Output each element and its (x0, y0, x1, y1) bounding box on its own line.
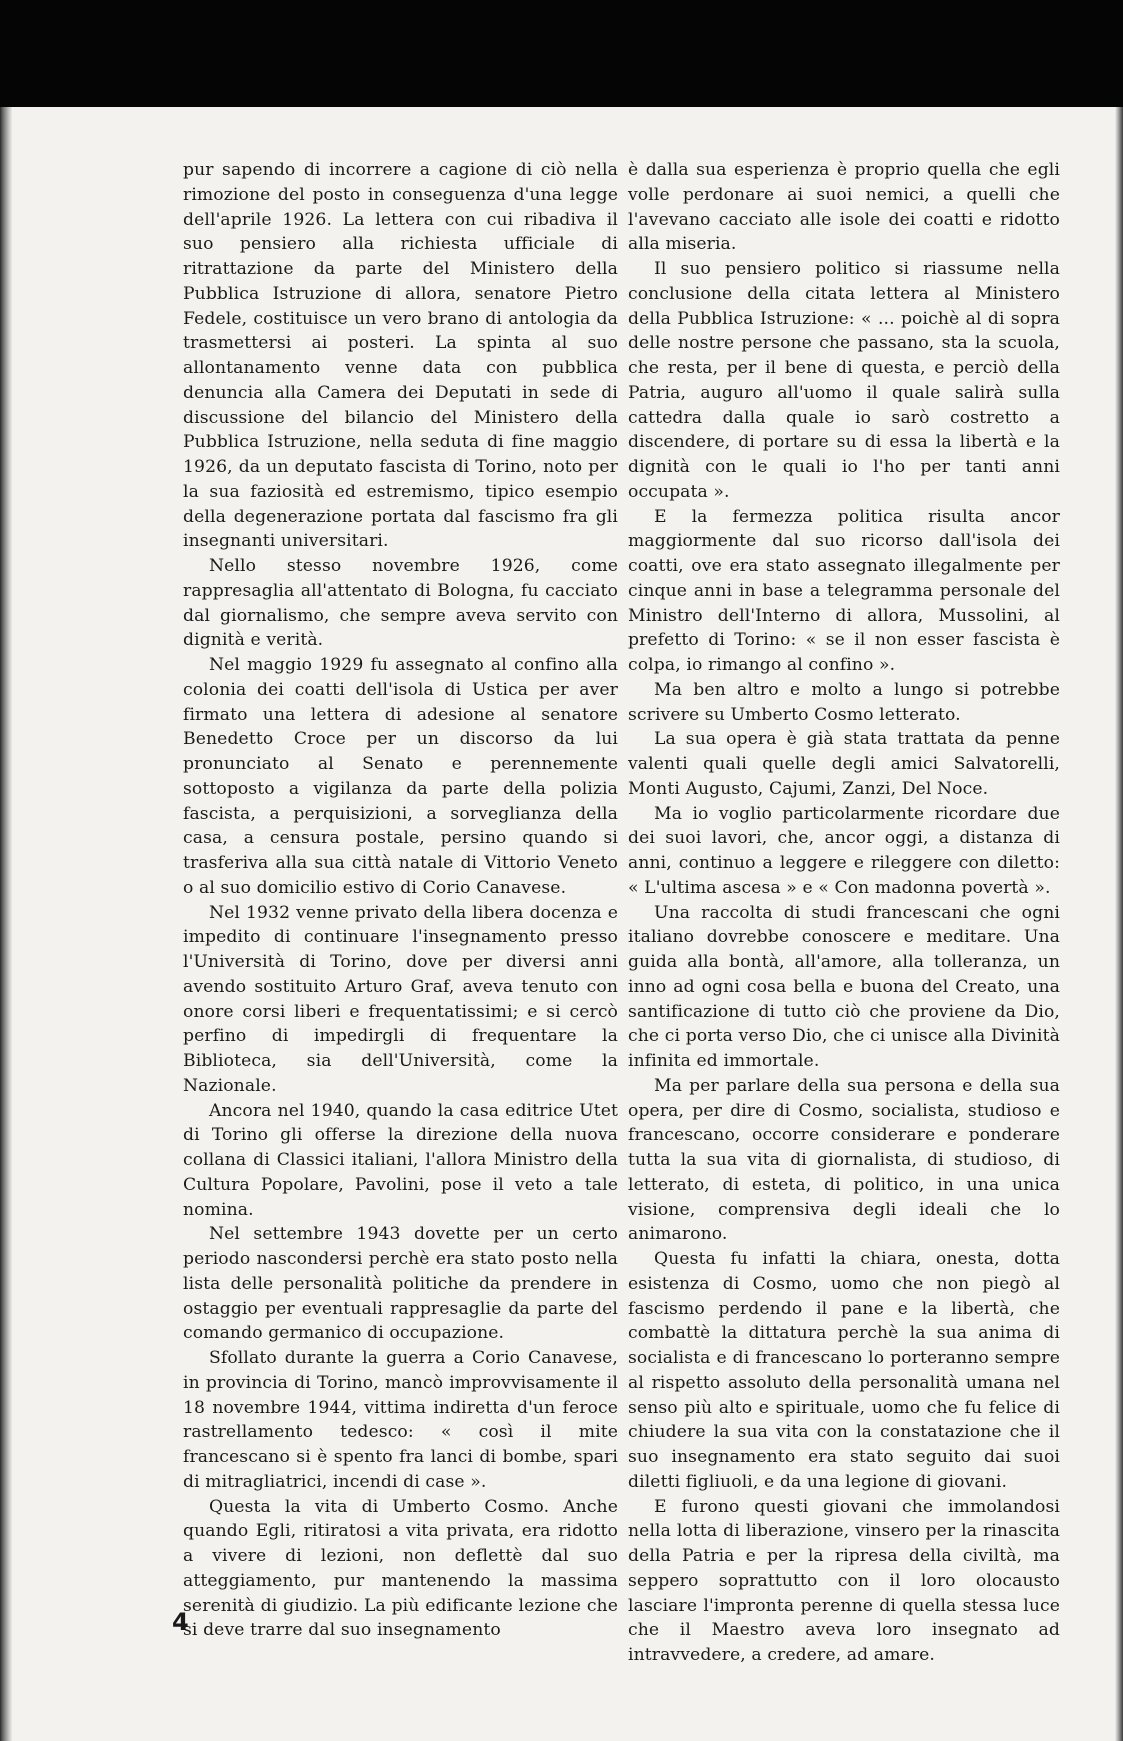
scan-left-edge (0, 107, 12, 1741)
paragraph: Sfollato durante la guerra a Corio Canavese, in provincia di Torino, mancò improvvisamente il 18 novembre 1944, vittima indiretta d'un feroce rastrellamento tedesco: « così il mite francescano si è spento fra lanci di bombe, spari di mitragliatrici, incendi di case ». (183, 1348, 618, 1492)
paragraph: Nel settembre 1943 dovette per un certo periodo nascondersi perchè era stato posto nella lista delle personalità politiche da prendere in ostaggio per eventuali rappresaglie da parte del comando germanico di occupazione. (183, 1224, 618, 1344)
right-text-column (628, 158, 1060, 1668)
paragraph: Ma per parlare della sua persona e della sua opera, per dire di Cosmo, socialista, studioso e francescano, occorre considerare e ponderare tutta la sua vita di giornalista, di studioso, di letterato, di esteta, di politico, in una unica visione, comprensiva degli ideali che lo animarono. (628, 1075, 1060, 1245)
paragraph: E la fermezza politica risulta ancor maggiormente dal suo ricorso dall'isola dei coatti, ove era stato assegnato illegalmente per cinque anni in base a telegramma personale del Ministro dell'Interno di allora, Mussolini, al prefetto di Torino: « se il non esser fascista è colpa, io rimango al confino ». (628, 506, 1060, 675)
paragraph: Ma ben altro e molto a lungo si potrebbe scrivere su Umberto Cosmo letterato. (628, 679, 1060, 725)
paragraph: La sua opera è già stata trattata da penne valenti quali quelle degli amici Salvatorelli, Monti Augusto, Cajumi, Zanzi, Del Noce. (628, 729, 1060, 799)
left-text-column (183, 158, 618, 1643)
paragraph: Una raccolta di studi francescani che ogni italiano dovrebbe conoscere e meditare. Una guida alla bontà, all'amore, alla tolleranza, un inno ad ogni cosa bella e buona del Creato, una santificazione di tutto ciò che proviene da Dio, che ci porta verso Dio, che ci unisce alla Divinità infinita ed immortale. (628, 902, 1060, 1071)
paragraph: Il suo pensiero politico si riassume nella conclusione della citata lettera al Ministero della Pubblica Istruzione: « ... poichè al di sopra delle nostre persone che passano, sta la scuola, che resta, per il bene di questa, e perciò della Patria, auguro all'uomo il quale salirà sulla cattedra dalla quale io sarò costretto a discendere, di portare su di essa la libertà e la dignità con le quali io l'ho per tanti anni occupata ». (628, 259, 1060, 502)
paragraph: Nel 1932 venne privato della libera docenza e impedito di continuare l'insegnamento presso l'Università di Torino, dove per diversi anni avendo sostituito Arturo Graf, aveva tenuto con onore corsi liberi e frequentatissimi; e si cercò perfino di impedirgli di frequentare la Biblioteca, sia dell'Università, come la Nazionale. (183, 902, 618, 1096)
paragraph: E furono questi giovani che immolandosi nella lotta di liberazione, vinsero per la rinascita della Patria e per la ripresa della civiltà, ma seppero soprattutto con il loro olocausto lasciare l'impronta perenne di quella stessa luce che il Maestro aveva loro insegnato ad intravvedere, a credere, ad amare. (628, 1496, 1060, 1665)
paragraph: Ancora nel 1940, quando la casa editrice Utet di Torino gli offerse la direzione della nuova collana di Classici italiani, l'allora Ministro della Cultura Popolare, Pavolini, pose il veto a tale nomina. (183, 1100, 618, 1220)
paragraph: pur sapendo di incorrere a cagione di ciò nella rimozione del posto in conseguenza d'una legge dell'aprile 1926. La lettera con cui ribadiva il suo pensiero alla richiesta ufficiale di ritrattazione da parte del Ministero della Pubblica Istruzione di allora, senatore Pietro Fedele, costituisce un vero brano di antologia da trasmettersi ai posteri. La spinta al suo allontanamento venne data con pubblica denuncia alla Camera dei Deputati in sede di discussione del bilancio del Ministero della Pubblica Istruzione, nella seduta di fine maggio 1926, da un deputato fascista di Torino, noto per la sua faziosità ed estremismo, tipico esempio della degenerazione portata dal fascismo fra gli insegnanti universitari. (183, 160, 618, 552)
paragraph: Ma io voglio particolarmente ricordare due dei suoi lavori, che, ancor oggi, a distanza di anni, continuo a leggere e rileggere con diletto: « L'ultima ascesa » e « Con madonna povertà ». (628, 803, 1060, 898)
paragraph: Nel maggio 1929 fu assegnato al confino alla colonia dei coatti dell'isola di Ustica per aver firmato una lettera di adesione al senatore Benedetto Croce per un discorso da lui pronunciato al Senato e perennemente sottoposto a vigilanza da parte della polizia fascista, a perquisizioni, a sorveglianza della casa, a censura postale, persino quando si trasferiva alla sua città natale di Vittorio Veneto o al suo domicilio estivo di Corio Canavese. (183, 655, 618, 898)
page-number: 4 (172, 1608, 189, 1636)
paragraph: Nello stesso novembre 1926, come rappresaglia all'attentato di Bologna, fu cacciato dal giornalismo, che sempre aveva servito con dignità e verità. (183, 556, 618, 651)
paragraph: è dalla sua esperienza è proprio quella che egli volle perdonare ai suoi nemici, a quelli che l'avevano cacciato alle isole dei coatti e ridotto alla miseria. (628, 160, 1060, 255)
paragraph: Questa la vita di Umberto Cosmo. Anche quando Egli, ritiratosi a vita privata, era ridotto a vivere di lezioni, non deflettè dal suo atteggiamento, pur mantenendo la massima serenità di giudizio. La più edificante lezione che si deve trarre dal suo insegnamento (183, 1496, 618, 1641)
scan-right-edge (1115, 107, 1123, 1741)
paragraph: Questa fu infatti la chiara, onesta, dotta esistenza di Cosmo, uomo che non piegò al fascismo perdendo il pane e la libertà, che combattè la dittatura perchè la sua anima di socialista e di francescano lo porteranno sempre al rispetto assoluto della personalità umana nel senso più alto e spirituale, uomo che fu felice di chiudere la sua vita con la constatazione che il suo insegnamento era stato seguito dai suoi diletti figliuoli, e da una legione di giovani. (628, 1249, 1060, 1492)
scan-top-border (0, 0, 1123, 107)
